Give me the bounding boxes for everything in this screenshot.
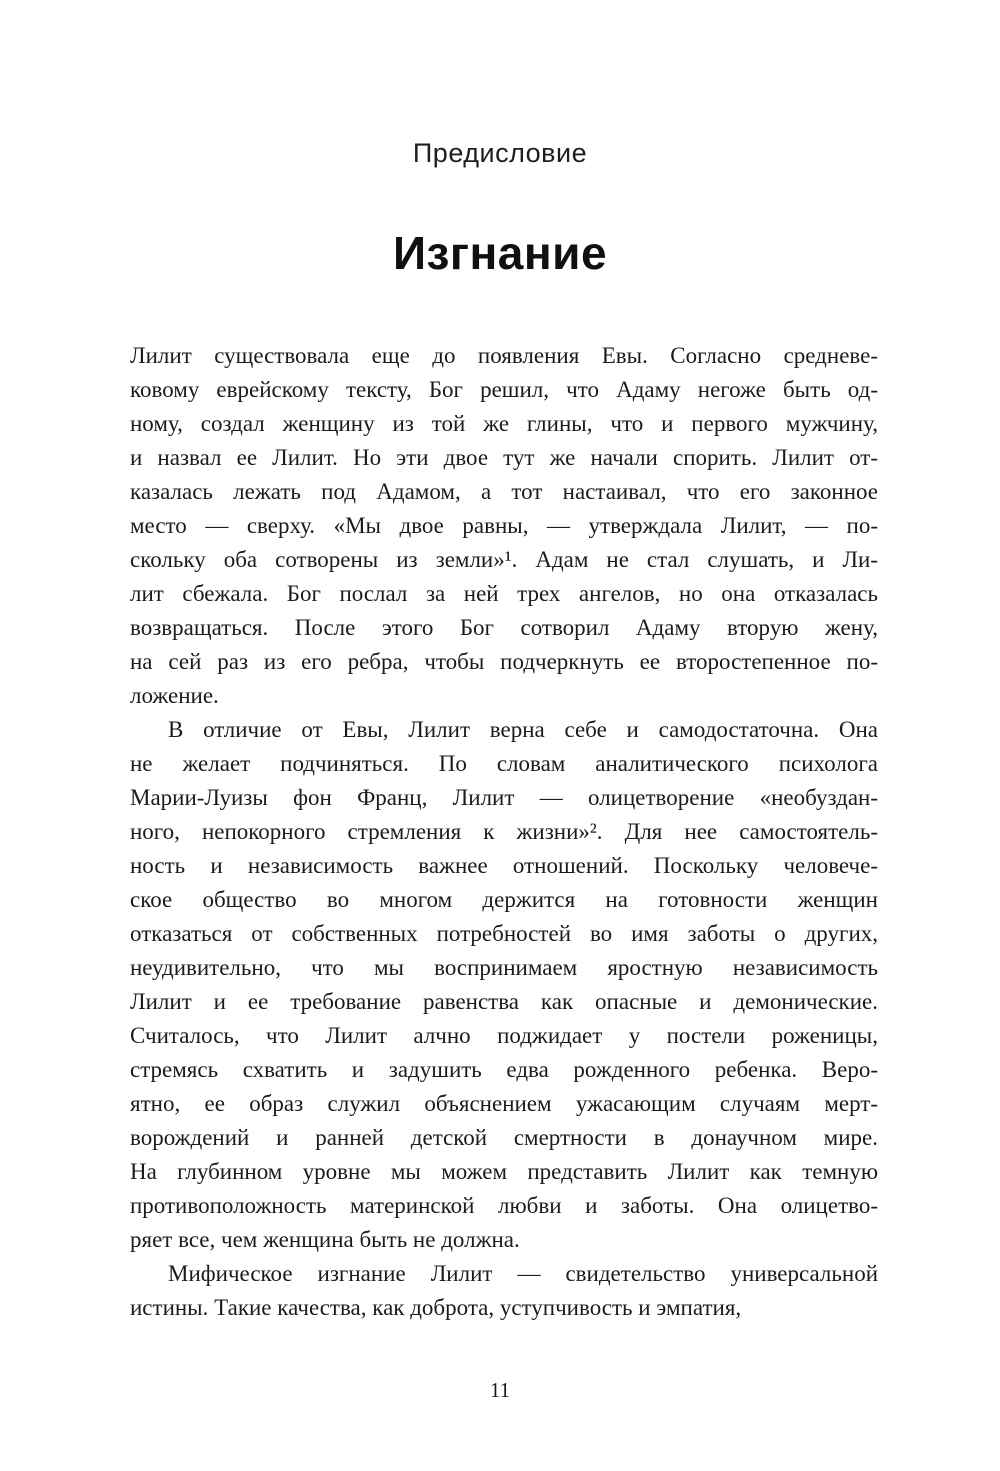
text-line: скольку оба сотворены из земли»¹. Адам не стал слушать, и Ли- xyxy=(130,547,878,572)
text-line: возвращаться. После этого Бог сотворил Адаму вторую жену, xyxy=(130,615,878,640)
text-line: стремясь схватить и задушить едва рожденного ребенка. Веро- xyxy=(130,1057,878,1082)
text-line: ложение. xyxy=(130,683,219,708)
body-text xyxy=(130,339,878,1325)
text-line: ворождений и ранней детской смертности в донаучном мире. xyxy=(130,1125,878,1150)
chapter-title: Изгнание xyxy=(392,227,608,279)
text-line: на сей раз из его ребра, чтобы подчеркнуть ее второстепенное по- xyxy=(130,649,878,674)
text-line: ряет все, чем женщина быть не должна. xyxy=(130,1227,520,1252)
text-line: На глубинном уровне мы можем представить Лилит как темную xyxy=(130,1159,878,1184)
text-line: противоположность материнской любви и заботы. Она олицетво- xyxy=(130,1193,878,1218)
text-line: ному, создал женщину из той же глины, что и первого мужчину, xyxy=(130,411,878,436)
paragraph xyxy=(130,1257,878,1325)
text-line: отказаться от собственных потребностей во имя заботы о других, xyxy=(130,921,878,946)
text-line: Лилит и ее требование равенства как опасные и демонические. xyxy=(130,989,878,1014)
text-line: ного, непокорного стремления к жизни»². Для нее самостоятель- xyxy=(130,819,878,844)
text-line: Марии-Луизы фон Франц, Лилит — олицетворение «необуздан- xyxy=(130,785,878,810)
text-line: Мифическое изгнание Лилит — свидетельство универсальной xyxy=(168,1261,878,1286)
text-line: ковому еврейскому тексту, Бог решил, что Адаму негоже быть од- xyxy=(130,377,878,402)
text-line: ность и независимость важнее отношений. Поскольку человече- xyxy=(130,853,878,878)
paragraph xyxy=(130,713,878,1257)
page-number: 11 xyxy=(489,1378,511,1402)
text-line: Считалось, что Лилит алчно поджидает у постели роженицы, xyxy=(130,1023,878,1048)
text-line: ское общество во многом держится на готовности женщин xyxy=(130,887,878,912)
text-line: и назвал ее Лилит. Но эти двое тут же начали спорить. Лилит от- xyxy=(130,445,878,470)
text-line: место — сверху. «Мы двое равны, — утверждала Лилит, — по- xyxy=(130,513,878,538)
text-line: казалась лежать под Адамом, а тот настаивал, что его законное xyxy=(130,479,878,504)
paragraph xyxy=(130,339,878,713)
text-line: не желает подчиняться. По словам аналитического психолога xyxy=(130,751,878,776)
text-line: ятно, ее образ служил объяснением ужасающим случаям мерт- xyxy=(130,1091,878,1116)
text-line: В отличие от Евы, Лилит верна себе и самодостаточна. Она xyxy=(168,717,878,742)
text-line: неудивительно, что мы воспринимаем яростную независимость xyxy=(130,955,878,980)
text-line: истины. Такие качества, как доброта, уступчивость и эмпатия, xyxy=(130,1295,742,1320)
chapter-kicker: Предисловие xyxy=(412,138,588,168)
text-line: лит сбежала. Бог послал за ней трех ангелов, но она отказалась xyxy=(130,581,878,606)
text-line: Лилит существовала еще до появления Евы. Согласно средневе- xyxy=(130,343,878,368)
